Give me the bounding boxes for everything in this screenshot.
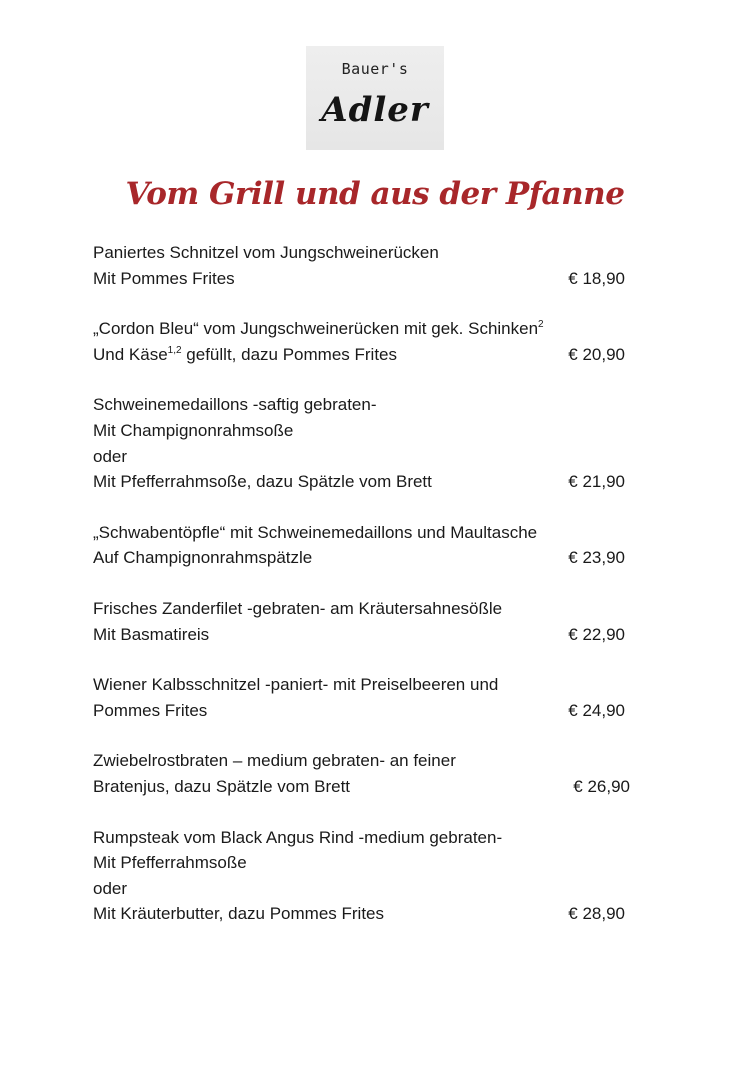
dish-side: Bratenjus, dazu Spätzle vom Brett — [93, 776, 351, 796]
dish-name: Paniertes Schnitzel vom Jungschweinerücken — [93, 243, 439, 262]
dish-line — [93, 342, 653, 368]
footnote-marker: 2 — [538, 319, 544, 331]
dish-line — [93, 774, 653, 800]
dish-option: Mit Pfefferrahmsoße, dazu Spätzle vom Brett — [93, 472, 432, 492]
logo-line-1: Bauer's — [341, 60, 409, 78]
dish-line — [93, 545, 653, 571]
menu-item-kalbsschnitzel — [93, 672, 653, 723]
menu-item-rumpsteak — [93, 825, 653, 927]
dish-price: € 20,90 — [568, 344, 625, 364]
dish-price: € 22,90 — [568, 624, 625, 644]
dish-option: Mit Champignonrahmsoße — [93, 420, 294, 440]
dish-or: oder — [93, 446, 128, 466]
menu-item-schweinemedaillons — [93, 392, 653, 494]
restaurant-logo — [306, 46, 444, 150]
menu-item-cordon-bleu — [93, 316, 653, 367]
dish-name: „Cordon Bleu“ vom Jungschweinerücken mit gek. Schinken — [93, 319, 539, 339]
dish-name: Schweinemedaillons -saftig gebraten- — [93, 395, 377, 415]
dish-price: € 26,90 — [573, 776, 630, 796]
dish-name: Wiener Kalbsschnitzel -paniert- mit Preiselbeeren und — [93, 675, 499, 695]
menu-item-schnitzel — [93, 240, 653, 291]
dish-line — [93, 469, 653, 495]
dish-side-cont: gefüllt, dazu Pommes Frites — [181, 344, 397, 364]
dish-price: € 18,90 — [568, 268, 625, 288]
dish-side: Und Käse — [93, 344, 168, 364]
logo-line-2: Adler — [321, 90, 429, 130]
dish-side: Auf Champignonrahmspätzle — [93, 548, 313, 568]
dish-price: € 24,90 — [568, 700, 625, 720]
footnote-marker: 1,2 — [167, 344, 182, 356]
menu-item-zanderfilet — [93, 596, 653, 647]
dish-line — [93, 698, 653, 724]
dish-name: Frisches Zanderfilet -gebraten- am Kräutersahnesößle — [93, 598, 503, 618]
dish-price: € 23,90 — [568, 548, 625, 568]
dish-name: Rumpsteak vom Black Angus Rind -medium gebraten- — [93, 827, 503, 847]
dish-price: € 28,90 — [568, 904, 625, 924]
menu-item-zwiebelrostbraten — [93, 748, 653, 799]
dish-name-line — [93, 316, 653, 342]
menu-list — [93, 240, 653, 952]
dish-line — [93, 622, 653, 648]
dish-line — [93, 901, 653, 927]
dish-price: € 21,90 — [568, 472, 625, 492]
dish-name: Zwiebelrostbraten – medium gebraten- an feiner — [93, 751, 456, 771]
dish-line — [93, 266, 653, 292]
dish-side: Mit Basmatireis — [93, 624, 210, 644]
menu-item-schwabentoepfle — [93, 520, 653, 571]
dish-or: oder — [93, 878, 128, 898]
dish-option: Mit Pfefferrahmsoße — [93, 853, 247, 873]
dish-name: „Schwabentöpfle“ mit Schweinemedaillons und Maultasche — [93, 522, 538, 542]
dish-side: Mit Pommes Frites — [93, 268, 235, 288]
dish-side: Pommes Frites — [93, 700, 208, 720]
dish-option: Mit Kräuterbutter, dazu Pommes Frites — [93, 904, 384, 924]
page-title: Vom Grill und aus der Pfanne — [125, 176, 625, 212]
